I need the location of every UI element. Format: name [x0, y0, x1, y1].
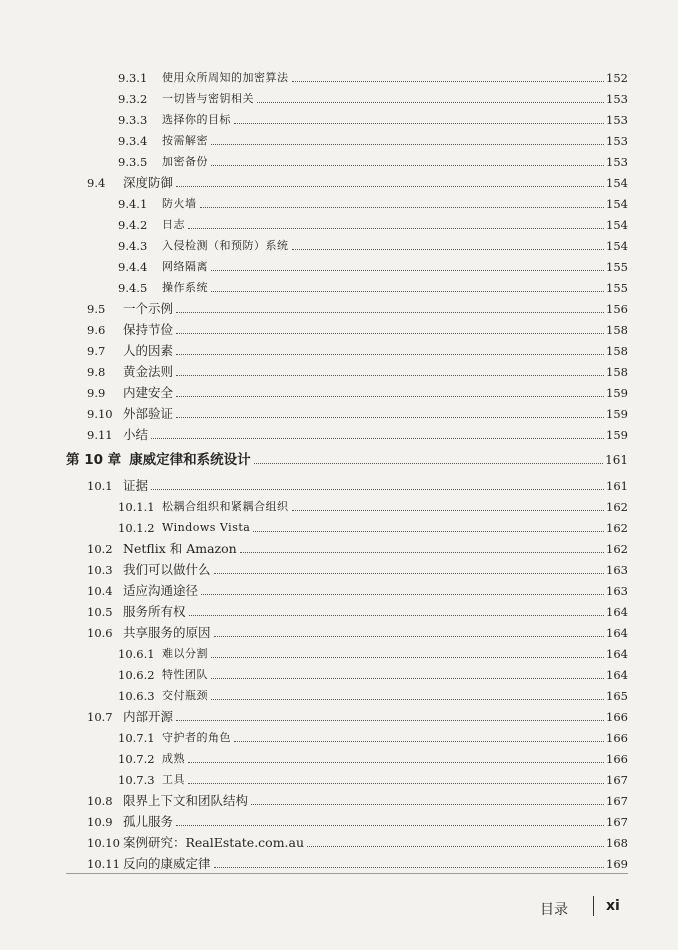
- toc-entry-title: 交付瓶颈: [162, 689, 208, 702]
- toc-entry-number: 10.7.2: [118, 752, 155, 766]
- toc-entry-number: 9.3.3: [118, 113, 148, 127]
- dot-leader: [189, 615, 605, 616]
- toc-entry-page: 161: [605, 453, 628, 467]
- toc-entry-row: [87, 358, 628, 379]
- dot-leader: [211, 165, 604, 166]
- toc-entry-row: [118, 724, 628, 745]
- toc-entry-row: [118, 766, 628, 787]
- dot-leader: [176, 825, 604, 826]
- toc-entry-page: 156: [606, 302, 628, 316]
- dot-leader: [214, 636, 605, 637]
- footer-section-label: 目录: [540, 902, 568, 918]
- toc-entry-number: 9.7: [87, 344, 106, 358]
- toc-entry-title: 一切皆与密钥相关: [162, 92, 254, 105]
- toc-entry-title: 按需解密: [162, 134, 208, 147]
- toc-entry-page: 168: [606, 836, 628, 850]
- toc-entry-title: 人的因素: [123, 343, 174, 358]
- toc-entry-title: 工具: [162, 773, 185, 786]
- dot-leader: [234, 741, 604, 742]
- toc-entry-row: [118, 745, 628, 766]
- dot-leader: [176, 396, 604, 397]
- toc-entry-title: 证据: [123, 478, 149, 493]
- footer-separator: [593, 896, 594, 916]
- toc-entry-page: 162: [606, 542, 628, 556]
- toc-entry-page: 153: [606, 155, 628, 169]
- toc-entry-number: 10.6.3: [118, 689, 155, 703]
- toc-entry-page: 167: [606, 773, 628, 787]
- toc-entry-number: 第 10 章: [66, 452, 122, 468]
- toc-entry-row: [87, 703, 628, 724]
- dot-leader: [234, 123, 604, 124]
- toc-entry-row: [87, 169, 628, 190]
- toc-entry-number: 10.9: [87, 815, 113, 829]
- toc-entry-number: 9.4.5: [118, 281, 148, 295]
- dot-leader: [200, 207, 605, 208]
- dot-leader: [176, 375, 604, 376]
- toc-entry-row: [118, 127, 628, 148]
- dot-leader: [188, 783, 604, 784]
- toc-entry-number: 9.3.4: [118, 134, 148, 148]
- toc-entry-row: [118, 190, 628, 211]
- toc-entry-title: 防火墙: [162, 197, 197, 210]
- toc-entry-row: [118, 253, 628, 274]
- toc-entry-page: 164: [606, 605, 628, 619]
- toc-entry-page: 164: [606, 647, 628, 661]
- toc-entry-page: 167: [606, 794, 628, 808]
- dot-leader: [211, 678, 604, 679]
- toc-entry-page: 163: [606, 563, 628, 577]
- toc-entry-number: 9.6: [87, 323, 106, 337]
- toc-entry-title: 操作系统: [162, 281, 208, 294]
- toc-entry-title: 服务所有权: [123, 604, 186, 619]
- toc-entry-row: [118, 514, 628, 535]
- toc-entry-row: [118, 493, 628, 514]
- toc-entry-number: 10.6.1: [118, 647, 155, 661]
- toc-entry-title: Windows Vista: [162, 521, 251, 534]
- toc-entry-row: [118, 64, 628, 85]
- toc-entry-page: 154: [606, 239, 628, 253]
- toc-entry-title: 松耦合组织和紧耦合组织: [162, 500, 289, 513]
- toc-entry-page: 162: [606, 521, 628, 535]
- toc-entry-title: 我们可以做什么: [123, 562, 211, 577]
- dot-leader: [211, 657, 604, 658]
- toc-entry-title: 一个示例: [123, 301, 174, 316]
- dot-leader: [211, 291, 604, 292]
- footer-page-number: xi: [606, 898, 620, 914]
- toc-entry-number: 10.7.1: [118, 731, 155, 745]
- dot-leader: [307, 846, 604, 847]
- toc-entry-page: 162: [606, 500, 628, 514]
- toc-entry-page: 158: [606, 365, 628, 379]
- toc-entry-number: 9.8: [87, 365, 106, 379]
- toc-entry-title: 适应沟通途径: [123, 583, 199, 598]
- toc-entry-row: [87, 577, 628, 598]
- toc-entry-number: 10.6: [87, 626, 113, 640]
- toc-entry-page: 159: [606, 428, 628, 442]
- toc-entry-page: 158: [606, 323, 628, 337]
- toc-entry-page: 164: [606, 668, 628, 682]
- toc-entry-number: 9.5: [87, 302, 106, 316]
- toc-entry-row: [118, 106, 628, 127]
- dot-leader: [151, 489, 604, 490]
- toc-entry-number: 9.4.2: [118, 218, 148, 232]
- toc-entry-row: [87, 535, 628, 556]
- toc-entry-number: 9.4.1: [118, 197, 148, 211]
- toc-entry-title: 入侵检测（和预防）系统: [162, 239, 289, 252]
- toc-entry-number: 9.4.4: [118, 260, 148, 274]
- toc-entry-number: 9.11: [87, 428, 113, 442]
- toc-entry-number: 10.11: [87, 857, 120, 871]
- toc-entry-title: 成熟: [162, 752, 185, 765]
- toc-entry-row: [118, 148, 628, 169]
- toc-entry-page: 167: [606, 815, 628, 829]
- toc-entry-title: Netflix 和 Amazon: [123, 541, 237, 556]
- dot-leader: [176, 720, 604, 721]
- dot-leader: [292, 81, 605, 82]
- toc-entry-title: 共享服务的原因: [123, 625, 211, 640]
- toc-entry-title: 康威定律和系统设计: [129, 452, 251, 468]
- dot-leader: [211, 144, 604, 145]
- toc-entry-page: 153: [606, 134, 628, 148]
- toc-entry-page: 166: [606, 710, 628, 724]
- toc-entry-page: 159: [606, 407, 628, 421]
- toc-entry-number: 10.5: [87, 605, 113, 619]
- toc-entry-title: 外部验证: [123, 406, 174, 421]
- toc-entry-page: 164: [606, 626, 628, 640]
- toc-entry-number: 9.3.5: [118, 155, 148, 169]
- toc-entry-title: 网络隔离: [162, 260, 208, 273]
- dot-leader: [214, 573, 605, 574]
- toc-entry-title: 黄金法则: [123, 364, 174, 379]
- toc-chapter-row: [66, 446, 628, 467]
- toc-entry-row: [87, 787, 628, 808]
- toc-entry-row: [87, 556, 628, 577]
- toc-entry-title: 孤儿服务: [123, 814, 174, 829]
- toc-entry-row: [87, 850, 628, 871]
- toc-entry-page: 155: [606, 260, 628, 274]
- toc-entry-title: 难以分割: [162, 647, 208, 660]
- toc-entry-title: 小结: [123, 427, 149, 442]
- toc-entry-row: [87, 472, 628, 493]
- toc-entry-row: [87, 337, 628, 358]
- dot-leader: [188, 762, 604, 763]
- toc-entry-title: 守护者的角色: [162, 731, 231, 744]
- dot-leader: [176, 333, 604, 334]
- toc-entry-title: 选择你的目标: [162, 113, 231, 126]
- toc-entry-number: 10.6.2: [118, 668, 155, 682]
- dot-leader: [240, 552, 604, 553]
- toc-entry-number: 10.7.3: [118, 773, 155, 787]
- dot-leader: [253, 531, 604, 532]
- toc-entry-number: 10.8: [87, 794, 113, 808]
- toc-entry-number: 9.3.1: [118, 71, 148, 85]
- toc-entry-page: 166: [606, 731, 628, 745]
- dot-leader: [292, 249, 605, 250]
- toc-entry-number: 10.7: [87, 710, 113, 724]
- toc-entry-row: [118, 640, 628, 661]
- toc-entry-row: [87, 400, 628, 421]
- toc-entry-page: 155: [606, 281, 628, 295]
- toc-entry-number: 10.1.2: [118, 521, 155, 535]
- toc-entry-number: 10.2: [87, 542, 113, 556]
- dot-leader: [251, 804, 604, 805]
- dot-leader: [201, 594, 604, 595]
- dot-leader: [176, 186, 604, 187]
- toc-entry-number: 10.3: [87, 563, 113, 577]
- toc-entry-title: 日志: [162, 218, 185, 231]
- dot-leader: [211, 699, 604, 700]
- toc-entry-title: 案例研究：RealEstate.com.au: [123, 835, 305, 850]
- toc-entry-row: [118, 232, 628, 253]
- toc-entry-title: 限界上下文和团队结构: [123, 793, 249, 808]
- toc-entry-row: [87, 829, 628, 850]
- dot-leader: [176, 417, 604, 418]
- toc-entry-page: 152: [606, 71, 628, 85]
- dot-leader: [188, 228, 604, 229]
- dot-leader: [176, 312, 604, 313]
- toc-entry-title: 内部开源: [123, 709, 174, 724]
- toc-entry-row: [87, 808, 628, 829]
- dot-leader: [257, 102, 604, 103]
- toc-entry-title: 反向的康威定律: [123, 856, 211, 871]
- toc-entry-number: 10.1: [87, 479, 113, 493]
- toc-entry-row: [87, 598, 628, 619]
- toc-entry-page: 169: [606, 857, 628, 871]
- toc-entry-title: 保持节俭: [123, 322, 174, 337]
- toc-entry-page: 154: [606, 197, 628, 211]
- toc-entry-page: 153: [606, 113, 628, 127]
- dot-leader: [151, 438, 604, 439]
- dot-leader: [214, 867, 605, 868]
- toc-entry-number: 9.4.3: [118, 239, 148, 253]
- toc-entry-number: 9.9: [87, 386, 106, 400]
- toc-entry-row: [87, 316, 628, 337]
- toc-entry-row: [87, 379, 628, 400]
- toc-entry-number: 10.10: [87, 836, 120, 850]
- toc-entry-row: [118, 274, 628, 295]
- toc-entry-row: [118, 85, 628, 106]
- toc-entry-title: 使用众所周知的加密算法: [162, 71, 289, 84]
- footer-divider: [66, 873, 628, 874]
- toc-entry-row: [118, 682, 628, 703]
- toc-entry-page: 166: [606, 752, 628, 766]
- toc-entry-row: [118, 661, 628, 682]
- toc-entry-title: 加密备份: [162, 155, 208, 168]
- toc-entry-page: 158: [606, 344, 628, 358]
- toc-entry-page: 163: [606, 584, 628, 598]
- toc-entry-page: 165: [606, 689, 628, 703]
- toc-entry-page: 153: [606, 92, 628, 106]
- toc-entry-page: 161: [606, 479, 628, 493]
- toc-entry-number: 10.1.1: [118, 500, 155, 514]
- toc-entry-page: 154: [606, 176, 628, 190]
- toc-entry-row: [87, 295, 628, 316]
- dot-leader: [211, 270, 604, 271]
- toc-entry-number: 9.4: [87, 176, 106, 190]
- dot-leader: [254, 463, 603, 464]
- toc-entry-row: [87, 421, 628, 442]
- toc-entry-title: 深度防御: [123, 175, 174, 190]
- toc-entry-row: [118, 211, 628, 232]
- dot-leader: [176, 354, 604, 355]
- toc-entry-number: 10.4: [87, 584, 113, 598]
- toc-entry-title: 内建安全: [123, 385, 174, 400]
- toc-entry-row: [87, 619, 628, 640]
- toc-entry-page: 154: [606, 218, 628, 232]
- dot-leader: [292, 510, 605, 511]
- toc-entry-title: 特性团队: [162, 668, 208, 681]
- toc-entry-number: 9.10: [87, 407, 113, 421]
- toc-entry-number: 9.3.2: [118, 92, 148, 106]
- toc-entry-page: 159: [606, 386, 628, 400]
